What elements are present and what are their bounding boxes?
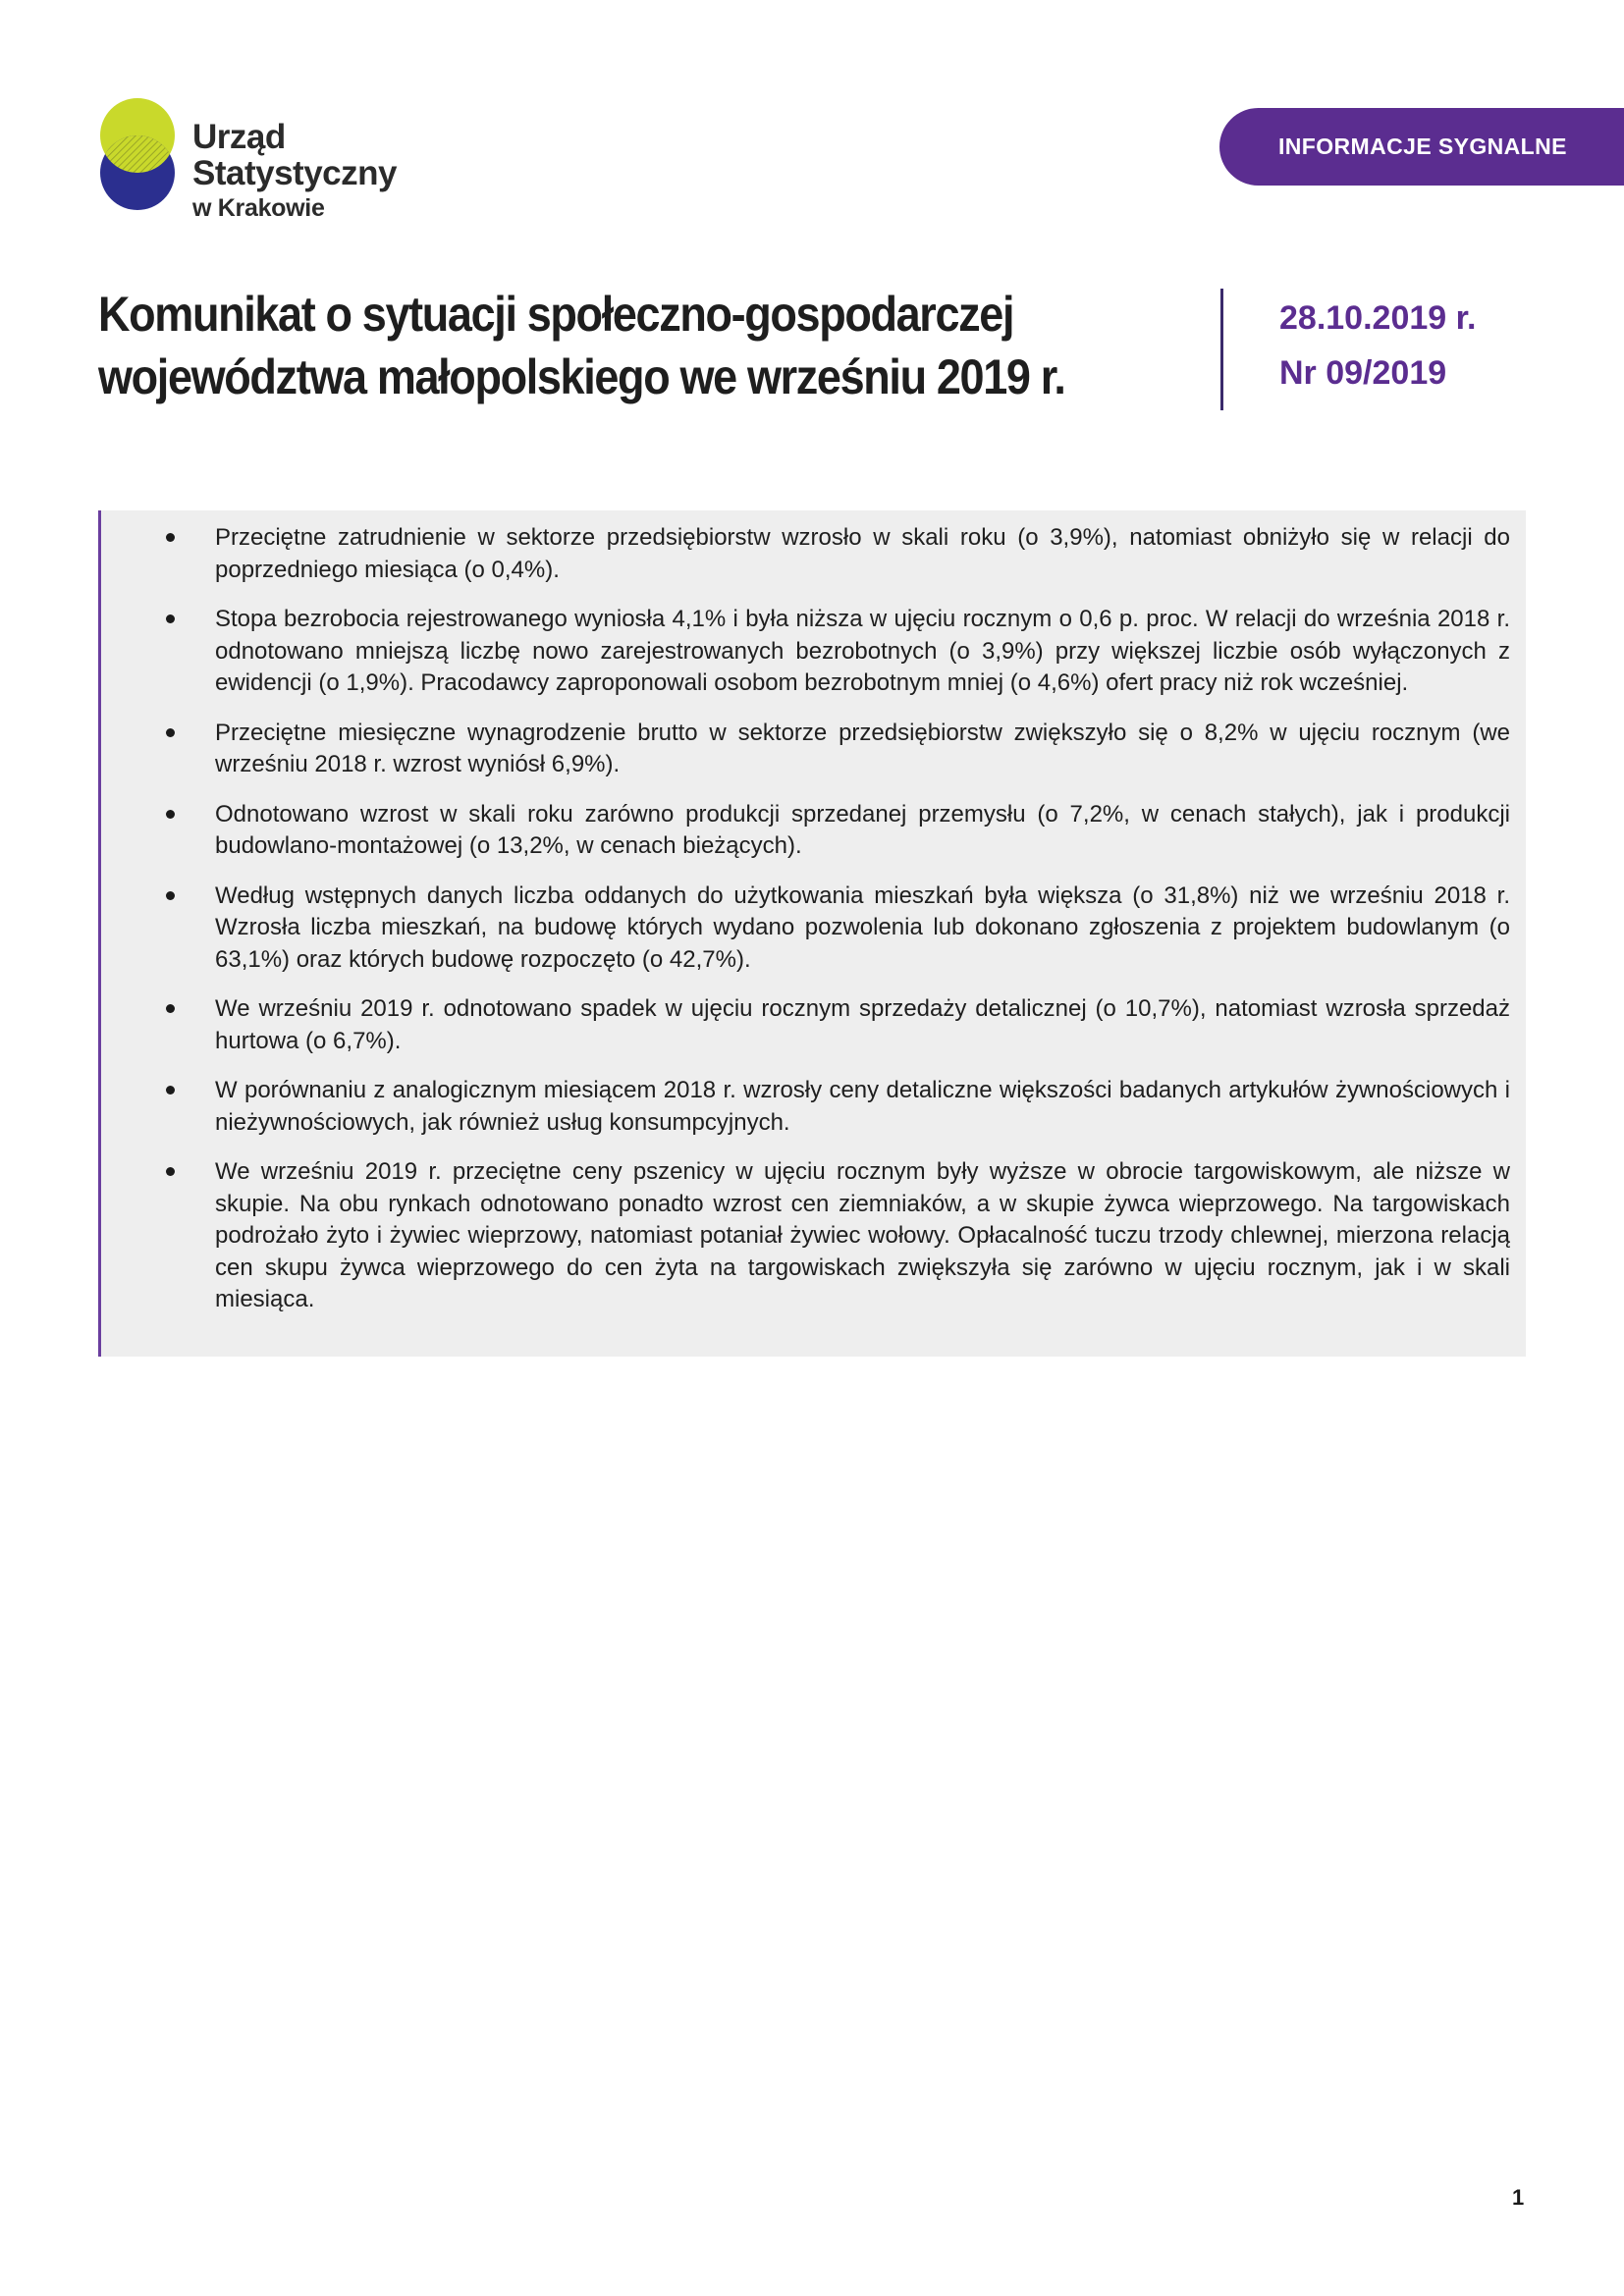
key-findings-box (98, 510, 1526, 1357)
office-logo (98, 96, 452, 222)
bullet-icon (166, 1167, 175, 1176)
bullet-icon (166, 1086, 175, 1095)
logo-icon (98, 96, 177, 212)
title-line-2: województwa małopolskiego we wrześniu 2019 r. (98, 349, 1065, 404)
page-number: 1 (1512, 2185, 1525, 2210)
list-item-text: Stopa bezrobocia rejestrowanego wyniosła 4,1% i była niższa w ujęciu rocznym o 0,6 p. proc. W relacji do września 2018 r. odnotowano mniejszą liczbę nowo zarejestrowanych bezrobotnych (o 3,9%) przy większej liczbie osób wyłączonych z ewidencji (o 1,9%). Pracodawcy zaproponowali osobom bezrobotnym mniej (o 4,6%) ofert pracy niż rok wcześniej. (215, 606, 1510, 696)
bullet-icon (166, 728, 175, 737)
bullet-icon (166, 533, 175, 542)
key-findings-list (101, 522, 1510, 1316)
list-item (101, 1156, 1510, 1316)
logo-text (192, 120, 452, 221)
logo-subtitle: w Krakowie (192, 193, 325, 222)
logo-title: Urząd Statystyczny (192, 118, 397, 192)
list-item (101, 1075, 1510, 1139)
list-item (101, 993, 1510, 1057)
bullet-icon (166, 1004, 175, 1013)
title-line-1: Komunikat o sytuacji społeczno-gospodarczej (98, 287, 1014, 342)
issue-date: 28.10.2019 r. (1279, 299, 1477, 337)
list-item-text: W porównaniu z analogicznym miesiącem 2018 r. wzrosły ceny detaliczne większości badanych artykułów żywnościowych i nieżywnościowych, jak również usług konsumpcyjnych. (215, 1077, 1510, 1136)
bullet-icon (166, 891, 175, 900)
issue-info (1279, 291, 1476, 400)
list-item (101, 718, 1510, 781)
list-item (101, 604, 1510, 700)
list-item (101, 881, 1510, 977)
list-item-text: We wrześniu 2019 r. przeciętne ceny pszenicy w ujęciu rocznym były wyższe w obrocie targowiskowym, ale niższe w skupie. Na obu rynkach odnotowano ponadto wzrost cen ziemniaków, a w skupie żywca wieprzowego. Na targowiskach podrożało żyto i żywiec wieprzowy, natomiast potaniał żywiec wołowy. Opłacalność tuczu trzody chlewnej, mierzona relacją cen skupu żywca wieprzowego do cen żyta na targowiskach zwiększyła się zarówno w ujęciu rocznym, jak i w skali miesiąca. (215, 1158, 1510, 1312)
list-item-text: We wrześniu 2019 r. odnotowano spadek w ujęciu rocznym sprzedaży detalicznej (o 10,7%), natomiast wzrosła sprzedaż hurtowa (o 6,7%). (215, 995, 1510, 1054)
bullet-icon (166, 810, 175, 819)
list-item (101, 799, 1510, 863)
list-item-text: Przeciętne zatrudnienie w sektorze przedsiębiorstw wzrosło w skali roku (o 3,9%), natomiast obniżyło się w relacji do poprzedniego miesiąca (o 0,4%). (215, 524, 1510, 583)
bullet-icon (166, 614, 175, 623)
issue-number: Nr 09/2019 (1279, 354, 1447, 392)
page-title (98, 283, 1088, 408)
title-divider (1220, 289, 1223, 410)
list-item-text: Przeciętne miesięczne wynagrodzenie brutto w sektorze przedsiębiorstw zwiększyło się o 8,2% w ujęciu rocznym (we wrześniu 2018 r. wzrost wyniósł 6,9%). (215, 719, 1510, 777)
list-item-text: Według wstępnych danych liczba oddanych do użytkowania mieszkań była większa (o 31,8%) niż we wrześniu 2018 r. Wzrosła liczba mieszkań, na budowę których wydano pozwolenia lub dokonano zgłoszenia z projektem budowlanym (o 63,1%) oraz których budowę rozpoczęto (o 42,7%). (215, 881, 1510, 973)
category-badge: INFORMACJE SYGNALNE (1219, 108, 1624, 186)
list-item-text: Odnotowano wzrost w skali roku zarówno produkcji sprzedanej przemysłu (o 7,2%, w cenach stałych), jak i produkcji budowlano-montażowej (o 13,2%, w cenach bieżących). (215, 800, 1510, 859)
list-item (101, 522, 1510, 586)
